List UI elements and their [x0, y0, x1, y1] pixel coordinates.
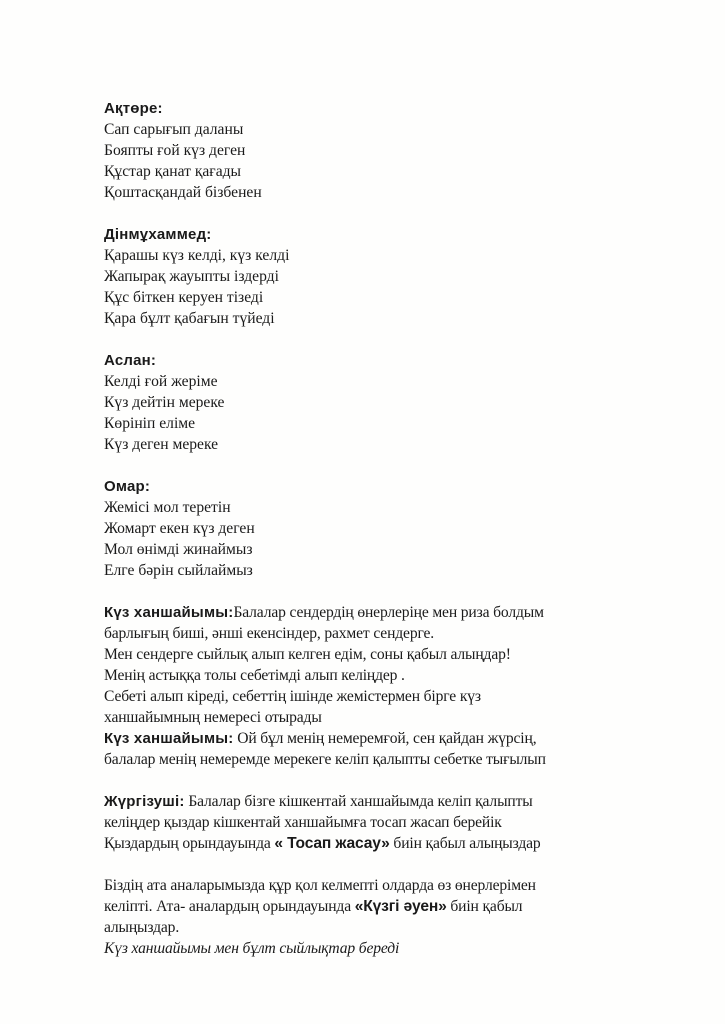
dance-title: «Күзгі әуен»	[354, 898, 447, 915]
verse-dinmukhammed	[104, 224, 644, 329]
verse-line: Сап сарығып даланы	[104, 121, 244, 138]
speaker-name: Омар:	[104, 478, 151, 495]
verse-line: Көрініп еліме	[104, 415, 196, 432]
paragraph-line	[104, 896, 644, 917]
paragraph-line	[104, 791, 644, 812]
verse-aslan	[104, 350, 644, 455]
speech-text: биін қабыл	[446, 898, 523, 915]
paragraph-line	[104, 728, 644, 749]
speaker-name: Күз ханшайымы:	[104, 604, 234, 621]
verse-line: Күз дейтін мереке	[104, 394, 225, 411]
queen-speech	[104, 602, 644, 770]
speech-text: Балалар сендердің өнерлеріңе мен риза болдым	[233, 604, 544, 621]
paragraph-line: барлығың биші, әнші екенсіндер, рахмет сендерге.	[104, 625, 435, 642]
paragraph-line: балалар менің немеремде мерекеге келіп қалыпты себетке тығылып	[104, 751, 546, 768]
verse-line: Қарашы күз келді, күз келді	[104, 247, 290, 264]
verse-line: Жомарт екен күз деген	[104, 520, 255, 537]
paragraph-line	[104, 833, 644, 854]
speaker-name: Ақтөре:	[104, 100, 163, 117]
verse-line: Жемісі мол теретін	[104, 499, 231, 516]
paragraph-line: Біздің ата аналарымызда құр қол келмепті олдарда өз өнерлерімен	[104, 877, 536, 894]
paragraph-line: Себеті алып кіреді, себеттің ішінде жемістермен бірге күз	[104, 688, 481, 705]
verse-line: Бояпты ғой күз деген	[104, 142, 246, 159]
verse-line: Жапырақ жауыпты іздерді	[104, 268, 279, 285]
verse-aktore	[104, 98, 644, 203]
speech-text: келіпті. Ата- аналардың орындауында	[104, 898, 355, 915]
verse-line: Келді ғой жеріме	[104, 373, 218, 390]
verse-line: Елге бәрін сыйлаймыз	[104, 562, 253, 579]
verse-line: Күз деген мереке	[104, 436, 219, 453]
verse-omar	[104, 476, 644, 581]
speaker-name: Аслан:	[104, 352, 157, 369]
speech-text: биін қабыл алыңыздар	[389, 835, 541, 852]
speaker-name: Жүргізуші:	[104, 793, 185, 810]
verse-line: Құстар қанат қағады	[104, 163, 242, 180]
verse-line: Құс біткен керуен тізеді	[104, 289, 264, 306]
verse-line: Қоштасқандай бізбенен	[104, 184, 262, 201]
paragraph-line: ханшайымның немересі отырады	[104, 709, 322, 726]
script-text	[104, 98, 644, 959]
dance-title: « Тосап жасау»	[274, 835, 390, 852]
paragraph-line: Мен сендерге сыйлық алып келген едім, соны қабыл алыңдар!	[104, 646, 511, 663]
speech-text: Қыздардың орындауында	[104, 835, 275, 852]
speech-text: Балалар бізге кішкентай ханшайымда келіп қалыпты	[184, 793, 533, 810]
stage-direction: Күз ханшайымы мен бұлт сыйлықтар береді	[104, 940, 400, 957]
verse-line: Мол өнімді жинаймыз	[104, 541, 253, 558]
paragraph-line	[104, 602, 644, 623]
driver-speech	[104, 791, 644, 854]
speaker-name: Күз ханшайымы:	[104, 730, 234, 747]
speech-text: Ой бұл менің немеремғой, сен қайдан жүрсің,	[233, 730, 537, 747]
paragraph-line: Менің астыққа толы себетімді алып келіңдер .	[104, 667, 405, 684]
verse-line: Қара бұлт қабағын түйеді	[104, 310, 275, 327]
speaker-name: Дінмұхаммед:	[104, 226, 212, 243]
paragraph-line: алыңыздар.	[104, 919, 180, 936]
paragraph-line: келіңдер қыздар кішкентай ханшайымға тосап жасап берейік	[104, 814, 502, 831]
closing-paragraph	[104, 875, 644, 959]
